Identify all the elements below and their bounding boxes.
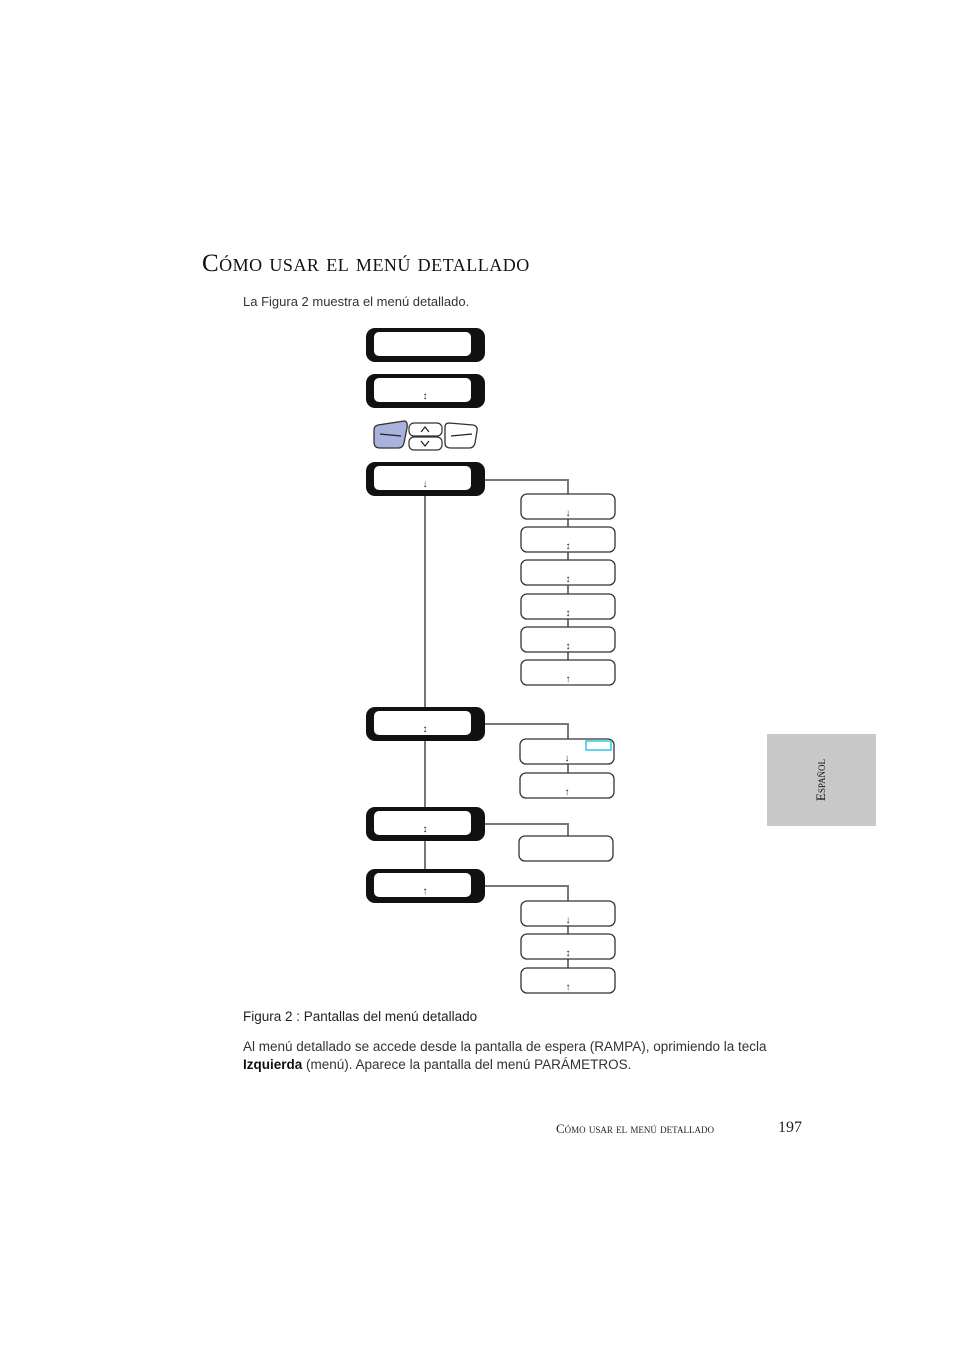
sub-screen-arrow: ↕ [565, 574, 571, 585]
figure-caption: Figura 2 : Pantallas del menú detallado [243, 1009, 478, 1024]
sub-screen-arrow: ↑ [565, 982, 571, 993]
sub-screen-arrow: ↑ [564, 787, 570, 798]
screen-arrow: ↓ [422, 479, 428, 490]
sub-screen-arrow: ↕ [565, 541, 571, 552]
up-arrow-icon [409, 423, 442, 436]
main-screen [366, 462, 485, 496]
screen-arrow: ↕ [422, 824, 428, 835]
sub-screen-arrow: ↓ [565, 915, 571, 926]
body-paragraph [243, 1038, 803, 1074]
language-tab-label: Español [813, 758, 828, 802]
page-number: 197 [778, 1119, 802, 1136]
sub-screen-arrow: ↕ [565, 948, 571, 959]
sub-screen-arrow: ↓ [565, 508, 571, 519]
paragraph-text: Al menú detallado se accede desde la pantalla de espera (RAMPA), oprimiendo la tecla [243, 1039, 767, 1054]
main-screen [366, 807, 485, 841]
sub-screen-arrow: ↕ [565, 641, 571, 652]
sub-screen [519, 836, 613, 861]
sub-screen-arrow: ↓ [564, 753, 570, 764]
sub-screen-arrow: ↕ [565, 608, 571, 619]
language-tab [767, 734, 876, 826]
footer-title: Cómo usar el menú detallado [556, 1121, 714, 1136]
page-title: Cómo usar el menú detallado [202, 250, 530, 277]
down-arrow-icon [409, 437, 442, 450]
screen-arrow: ↕ [422, 724, 428, 735]
intro-text: La Figura 2 muestra el menú detallado. [243, 294, 470, 309]
main-screen [366, 707, 485, 741]
paragraph-bold-key: Izquierda [243, 1057, 303, 1072]
sub-screen-arrow: ↑ [565, 674, 571, 685]
screen-arrow: ↕ [422, 391, 428, 402]
screen-arrow: ↑ [422, 886, 428, 897]
paragraph-text-end: (menú). Aparece la pantalla del menú PARÁMETROS. [302, 1057, 632, 1072]
keypad [374, 421, 477, 450]
main-screen [366, 328, 485, 362]
main-screen [366, 374, 485, 408]
main-screen [366, 869, 485, 903]
